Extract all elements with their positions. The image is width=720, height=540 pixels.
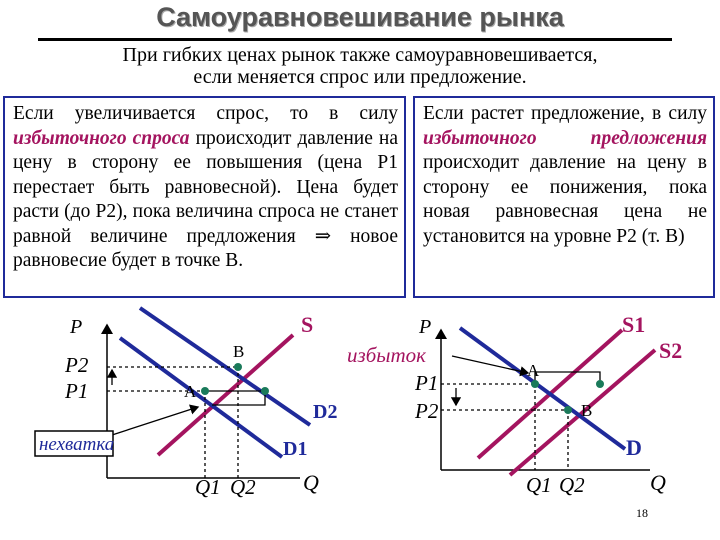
right-surplus-end-dot — [596, 380, 604, 388]
right-surplus-pointer — [452, 356, 528, 373]
left-demand-d1-line — [120, 338, 282, 457]
right-s2-label: S2 — [659, 338, 683, 363]
right-q1-label: Q1 — [526, 473, 552, 497]
left-q2-label: Q2 — [230, 475, 256, 499]
left-p2-label — [64, 353, 89, 377]
right-d-label: D — [626, 435, 642, 460]
subtitle-line-2: если меняется спрос или предложение. — [193, 66, 527, 88]
right-s1-text: S1 — [622, 312, 646, 337]
left-text-emphasis: избыточного спроса — [13, 127, 190, 149]
left-q1-label: Q1 — [195, 475, 221, 499]
left-axis-p-label: P — [70, 316, 83, 338]
left-d1-label: D1 — [283, 438, 308, 460]
left-point-a-dot — [201, 387, 209, 395]
left-graph — [35, 308, 337, 499]
left-point-a-label: A — [184, 382, 197, 401]
page-number: 18 — [636, 506, 648, 520]
right-point-b-label: B — [581, 401, 593, 420]
right-text-emphasis: избыточного предложения — [423, 127, 707, 149]
right-point-a-dot — [531, 380, 539, 388]
left-shortage-end-dot — [261, 387, 269, 395]
left-supply-line — [158, 335, 293, 455]
left-p1-label: P1 — [65, 379, 89, 403]
right-p2-label: P2 — [415, 399, 439, 423]
right-graph — [347, 312, 682, 497]
left-text-end: происходит давление на цену в сторону ее повышения (цена P1 перестает быть равновесной). Цена будет расти (до P2), пока величина спроса не станет равной величине предложения ⇒ новое равновесие будет в точке B. — [13, 127, 399, 271]
left-demand-d2-line — [140, 308, 310, 425]
left-text-start: Если увеличивается спрос, то в силу — [13, 103, 398, 124]
left-supply-label: S — [301, 312, 314, 337]
right-text-start: Если растет предложение, в силу — [423, 103, 707, 124]
left-point-b-dot — [234, 363, 242, 371]
right-point-b-dot — [564, 406, 572, 414]
left-point-b-label: B — [233, 342, 245, 361]
right-surplus-label: избыток — [347, 343, 426, 367]
left-shortage-label: нехватка — [39, 434, 115, 455]
subtitle-line-1: При гибких ценах рынок также самоуравновешивается, — [122, 44, 598, 66]
right-q2-label: Q2 — [559, 473, 585, 497]
left-axis-q-label: Q — [303, 470, 319, 495]
right-demand-line — [460, 328, 625, 449]
right-axis-q-label: Q — [650, 470, 666, 495]
left-p2-text: P2 — [65, 353, 89, 377]
right-axis-p-label: P — [419, 316, 432, 338]
right-s1-label — [622, 312, 645, 337]
slide-title: Самоуравновешивание рынка — [156, 2, 564, 32]
right-text-end: происходит давление на цену в сторону ее понижения, пока новая равновесная цена не установится на уровне P2 (т. B) — [423, 152, 707, 247]
right-p1-label: P1 — [415, 371, 439, 395]
left-d2-label: D2 — [313, 401, 338, 423]
right-point-a-label: A — [527, 361, 540, 380]
